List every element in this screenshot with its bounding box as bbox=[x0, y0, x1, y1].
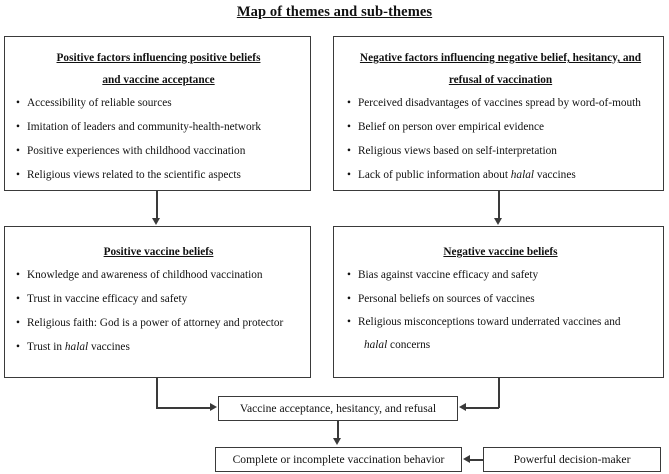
bullet-text-post: vaccines bbox=[534, 169, 576, 181]
list-item: • Imitation of leaders and community-health-network bbox=[13, 115, 304, 139]
heading-line-2: and vaccine acceptance bbox=[102, 74, 215, 86]
box-vaccine-acceptance: Vaccine acceptance, hesitancy, and refusal bbox=[218, 396, 458, 421]
arrow-right-icon bbox=[210, 403, 217, 411]
bullet-text-pre: Lack of public information about bbox=[358, 169, 511, 181]
box-negative-factors-list bbox=[344, 91, 657, 187]
connector-line-positive-factors-to-beliefs bbox=[156, 191, 158, 219]
bullet-text-italic: halal bbox=[364, 339, 388, 351]
arrow-down-icon bbox=[494, 218, 502, 225]
arrow-down-icon bbox=[152, 218, 160, 225]
bullet-text-line-2 bbox=[358, 334, 657, 357]
box-positive-factors-heading bbox=[13, 47, 304, 91]
heading-line-1: Negative factors influencing negative belief, hesitancy, and bbox=[359, 52, 642, 64]
list-item: • Knowledge and awareness of childhood vaccination bbox=[13, 263, 304, 287]
box-negative-factors bbox=[333, 36, 664, 191]
page-title: Map of themes and sub-themes bbox=[236, 4, 433, 20]
bullet-text-italic: halal bbox=[64, 341, 89, 353]
connector-line-positive-beliefs-down bbox=[156, 378, 158, 408]
connector-line-negative-factors-to-beliefs bbox=[498, 191, 500, 219]
box-negative-factors-heading bbox=[344, 47, 657, 91]
box-positive-factors-list bbox=[13, 91, 304, 187]
list-item bbox=[344, 163, 657, 187]
arrow-left-icon bbox=[459, 403, 466, 411]
list-item: • Bias against vaccine efficacy and safety bbox=[344, 263, 657, 287]
connector-line-positive-beliefs-right bbox=[156, 407, 211, 409]
list-item: • Religious faith: God is a power of attorney and protector bbox=[13, 311, 304, 335]
box-positive-beliefs-heading: Positive vaccine beliefs bbox=[103, 246, 214, 258]
box-positive-factors bbox=[4, 36, 311, 191]
heading-line-1: Positive factors influencing positive beliefs bbox=[56, 52, 261, 64]
arrow-down-icon bbox=[333, 438, 341, 445]
list-item: • Positive experiences with childhood vaccination bbox=[13, 139, 304, 163]
bullet-text-pre: Trust in bbox=[27, 341, 65, 353]
arrow-left-icon bbox=[463, 455, 470, 463]
bullet-text-post: concerns bbox=[387, 339, 431, 351]
connector-line-negative-beliefs-left bbox=[466, 407, 499, 409]
bullet-text-post: vaccines bbox=[88, 341, 130, 353]
list-item: • Religious views related to the scientific aspects bbox=[13, 163, 304, 187]
list-item bbox=[344, 311, 657, 357]
box-powerful-decision-maker: Powerful decision-maker bbox=[483, 447, 661, 472]
list-item: • Religious views based on self-interpretation bbox=[344, 139, 657, 163]
list-item: • Personal beliefs on sources of vaccines bbox=[344, 287, 657, 311]
connector-line-decision-maker-to-behavior bbox=[470, 459, 484, 461]
heading-line-2: refusal of vaccination bbox=[448, 74, 553, 86]
list-item: • Accessibility of reliable sources bbox=[13, 91, 304, 115]
box-vaccination-behavior: Complete or incomplete vaccination behavior bbox=[215, 447, 462, 472]
box-positive-beliefs-list bbox=[13, 263, 304, 359]
box-positive-beliefs bbox=[4, 226, 311, 378]
box-negative-beliefs bbox=[333, 226, 664, 378]
bullet-text-italic: halal bbox=[510, 169, 535, 181]
bullet-text-line-1: Religious misconceptions toward underrated vaccines and bbox=[358, 316, 621, 328]
box-negative-beliefs-heading: Negative vaccine beliefs bbox=[443, 246, 558, 258]
box-negative-beliefs-list bbox=[344, 263, 657, 357]
list-item bbox=[13, 335, 304, 359]
list-item: • Trust in vaccine efficacy and safety bbox=[13, 287, 304, 311]
list-item: • Perceived disadvantages of vaccines spread by word-of-mouth bbox=[344, 91, 657, 115]
list-item: • Belief on person over empirical evidence bbox=[344, 115, 657, 139]
connector-line-negative-beliefs-down bbox=[498, 378, 500, 408]
